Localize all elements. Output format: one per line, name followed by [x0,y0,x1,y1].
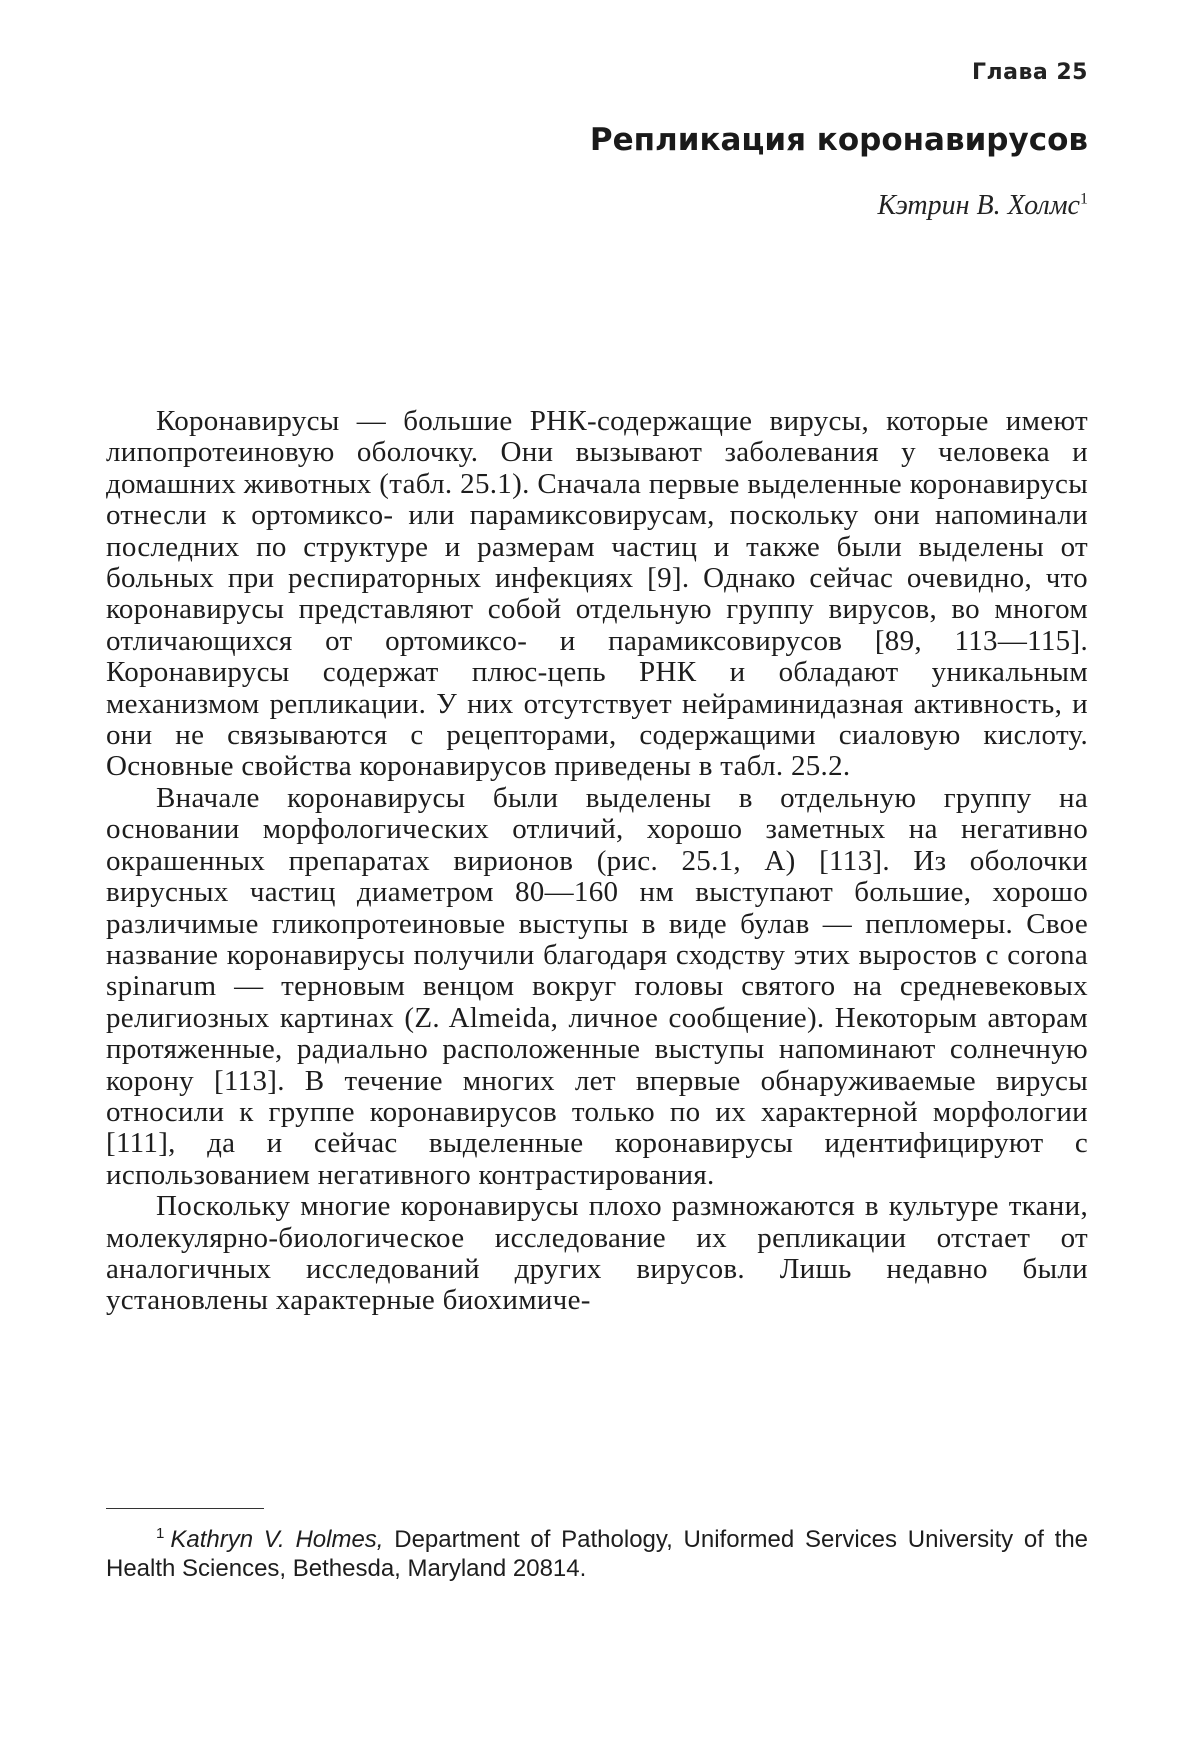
footnote-mark: 1 [156,1525,165,1542]
author-footnote-mark: 1 [1080,190,1088,208]
author-line [878,190,1088,222]
chapter-number: Глава 25 [971,60,1088,85]
paragraph-2: Вначале коронавирусы были выделены в отдельную группу на основании морфологических отличий, хорошо заметных на негативно окрашенных препаратах вирионов (рис. 25.1, А) [113]. Из оболочки вирусных частиц диаметром 80—160 нм выступают большие, хорошо различимые гликопротеиновые выступы в виде булав — пепломеры. Свое название коронавирусы получили благодаря сходству этих выростов с corona spinarum — терновым венцом вокруг головы святого на средневековых религиозных картинах (Z. Almeida, личное сообщение). Некоторым авторам протяженные, радиально расположенные выступы напоминают солнечную корону [113]. В течение многих лет впервые обнаруживаемые вирусы относили к группе коронавирусов только по их характерной морфологии [111], да и сейчас выделенные коронавирусы идентифицируют с использованием негативного контрастирования. [106,781,1088,1191]
body-text [106,406,1088,1317]
footnote [106,1525,1088,1583]
paragraph-3: Поскольку многие коронавирусы плохо размножаются в культуре ткани, молекулярно-биологическое исследование их репликации отстает от аналогичных исследований других вирусов. Лишь недавно были установлены характерные биохимиче- [106,1190,1088,1317]
chapter-title: Репликация коронавирусов [589,122,1088,158]
footnote-author-name: Kathryn V. Holmes, [170,1526,384,1553]
footnote-affiliation: Department of Pathology, Uniformed Services University of the Health Sciences, Bethesda, Maryland 20814. [106,1526,1089,1582]
footnote-separator [106,1508,264,1509]
paragraph-1: Коронавирусы — большие РНК-содержащие вирусы, которые имеют липопротеиновую оболочку. Они вызывают заболевания у человека и домашних животных (табл. 25.1). Сначала первые выделенные коронавирусы отнесли к ортомиксо- или парамиксовирусам, поскольку они напоминали последних по структуре и размерам частиц и также были выделены от больных при респираторных инфекциях [9]. Однако сейчас очевидно, что коронавирусы представляют собой отдельную группу вирусов, во многом отличающихся от ортомиксо- и парамиксовирусов [89, 113—115]. Коронавирусы содержат плюс-цепь РНК и обладают уникальным механизмом репликации. У них отсутствует нейраминидазная активность, и они не связываются с рецепторами, содержащими сиаловую кислоту. Основные свойства коронавирусов приведены в табл. 25.2. [106,405,1088,783]
author-name: Кэтрин В. Холмс [877,190,1080,221]
